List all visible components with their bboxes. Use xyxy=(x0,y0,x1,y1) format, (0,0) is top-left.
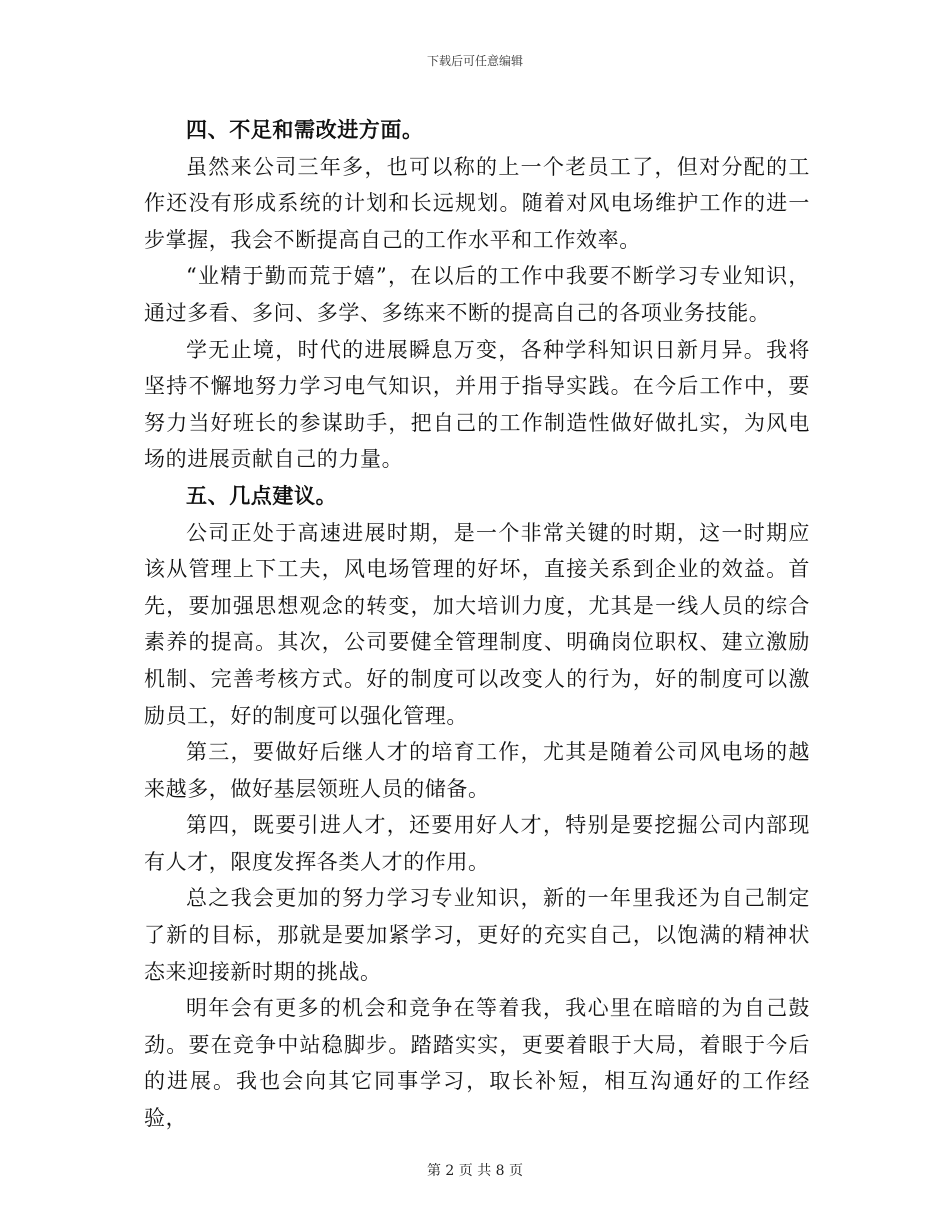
paragraph: “业精于勤而荒于嬉”，在以后的工作中我要不断学习专业知识，通过多看、多问、多学、多练来不断的提高自己的各项业务技能。 xyxy=(144,264,810,325)
section-heading-shortcomings: 四、不足和需改进方面。 xyxy=(186,117,424,142)
paragraph: 第四，既要引进人才，还要用好人才，特别是要挖掘公司内部现有人才，限度发挥各类人才的作用。 xyxy=(144,813,810,874)
paragraph: 明年会有更多的机会和竞争在等着我，我心里在暗暗的为自己鼓劲。要在竞争中站稳脚步。踏踏实实，更要着眼于大局，着眼于今后的进展。我也会向其它同事学习，取长补短，相互沟通好的工作经验， xyxy=(144,996,810,1131)
page-header: 下载后可任意编辑 xyxy=(426,54,523,68)
section-heading-suggestions: 五、几点建议。 xyxy=(186,482,338,508)
document-body xyxy=(144,112,810,1137)
paragraph: 学无止境，时代的进展瞬息万变，各种学科知识日新月异。我将坚持不懈地努力学习电气知识，并用于指导实践。在今后工作中，要努力当好班长的参谋助手，把自己的工作制造性做好做扎实，为风电场的进展贡献自己的力量。 xyxy=(144,337,810,472)
paragraph: 公司正处于高速进展时期，是一个非常关键的时期，这一时期应该从管理上下工夫，风电场管理的好坏，直接关系到企业的效益。首先，要加强思想观念的转变，加大培训力度，尤其是一线人员的综合素养的提高。其次，公司要健全管理制度、明确岗位职权、建立激励机制、完善考核方式。好的制度可以改变人的行为，好的制度可以激励员工，好的制度可以强化管理。 xyxy=(144,520,810,728)
page-number-footer: 第 2 页 共 8 页 xyxy=(426,1163,524,1179)
paragraph: 虽然来公司三年多，也可以称的上一个老员工了，但对分配的工作还没有形成系统的计划和长远规划。随着对风电场维护工作的进一步掌握，我会不断提高自己的工作水平和工作效率。 xyxy=(144,154,810,252)
paragraph: 总之我会更加的努力学习专业知识，新的一年里我还为自己制定了新的目标，那就是要加紧学习，更好的充实自己，以饱满的精神状态来迎接新时期的挑战。 xyxy=(144,886,810,984)
paragraph: 第三，要做好后继人才的培育工作，尤其是随着公司风电场的越来越多，做好基层领班人员的储备。 xyxy=(144,740,810,801)
